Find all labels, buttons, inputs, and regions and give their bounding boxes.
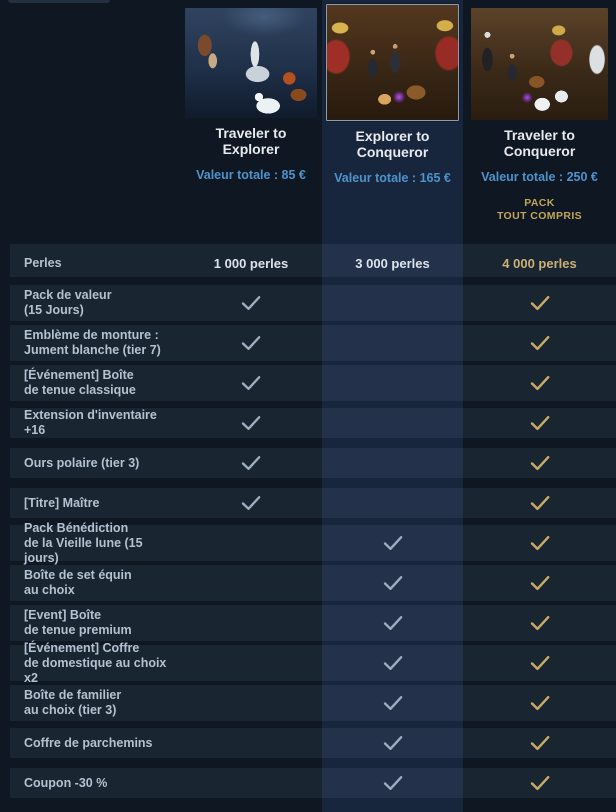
check-icon [530, 735, 550, 751]
feature-label [0, 776, 180, 791]
feature-cell [463, 455, 616, 471]
pack-title-line1: Traveler to [215, 125, 287, 141]
check-icon [530, 415, 550, 431]
feature-label-line: (15 Jours) [24, 303, 84, 317]
check-icon [383, 695, 403, 711]
table-row [0, 603, 616, 643]
table-row [0, 723, 616, 763]
feature-cell [180, 495, 322, 511]
check-icon [530, 775, 550, 791]
feature-label [0, 288, 180, 318]
feature-cell [463, 615, 616, 631]
badge-line2: TOUT COMPRIS [496, 210, 583, 222]
pack-title [322, 128, 463, 160]
feature-cell [180, 375, 322, 391]
check-icon [530, 455, 550, 471]
feature-cell [463, 415, 616, 431]
feature-value: 4 000 perles [502, 255, 577, 271]
table-row [0, 443, 616, 483]
feature-label [0, 608, 180, 638]
feature-cell [463, 375, 616, 391]
feature-cell [463, 655, 616, 671]
check-icon [530, 335, 550, 351]
feature-label-line: Pack de valeur [24, 288, 112, 302]
feature-cell [322, 535, 463, 551]
feature-cell [463, 495, 616, 511]
row-cells [0, 483, 616, 523]
row-cells [0, 683, 616, 723]
feature-cell [322, 615, 463, 631]
pack-column-traveler-to-explorer[interactable] [180, 0, 322, 182]
feature-cell [463, 256, 616, 271]
feature-label-line: Jument blanche (tier 7) [24, 343, 161, 357]
feature-label-line: Perles [24, 255, 62, 270]
row-cells [0, 363, 616, 403]
check-icon [241, 295, 261, 311]
feature-value: 1 000 perles [213, 255, 289, 271]
feature-label-line: Boîte de familier [24, 688, 122, 702]
feature-label-line: Coffre de parchemins [24, 735, 153, 750]
feature-label [0, 688, 180, 718]
check-icon [530, 695, 550, 711]
table-row [0, 283, 616, 323]
check-icon [530, 295, 550, 311]
feature-label [0, 568, 180, 598]
row-cells [0, 723, 616, 763]
check-icon [383, 655, 403, 671]
check-icon [383, 775, 403, 791]
badge-line1: PACK [524, 197, 555, 209]
feature-cell [180, 335, 322, 351]
feature-label-line: au choix [24, 583, 75, 597]
row-cells [0, 563, 616, 603]
feature-value: 3 000 perles [355, 255, 430, 271]
pack-title-line1: Traveler to [504, 127, 575, 143]
feature-label [0, 328, 180, 358]
feature-cell [180, 256, 322, 271]
check-icon [241, 455, 261, 471]
feature-cell [463, 335, 616, 351]
feature-label-line: de tenue classique [24, 383, 136, 397]
feature-cell [322, 256, 463, 271]
feature-label [0, 456, 180, 471]
check-icon [530, 495, 550, 511]
check-icon [530, 575, 550, 591]
check-icon [530, 375, 550, 391]
pack-image-traveler-to-conqueror[interactable] [471, 8, 608, 120]
feature-cell [463, 695, 616, 711]
feature-cell [463, 295, 616, 311]
table-row [0, 403, 616, 443]
table-row [0, 563, 616, 603]
check-icon [383, 575, 403, 591]
pack-title-line2: Conqueror [356, 144, 429, 160]
comparison-table [0, 243, 616, 803]
feature-cell [180, 415, 322, 431]
feature-label [0, 641, 180, 686]
check-icon [530, 615, 550, 631]
feature-label [0, 368, 180, 398]
feature-cell [180, 455, 322, 471]
feature-label [0, 408, 180, 438]
row-cells [0, 243, 616, 283]
row-cells [0, 763, 616, 803]
feature-label-line: Extension d'inventaire +16 [24, 408, 157, 437]
table-row [0, 683, 616, 723]
check-icon [383, 535, 403, 551]
pack-title-line1: Explorer to [355, 128, 430, 144]
pack-image-traveler-to-explorer[interactable] [185, 8, 317, 118]
feature-cell [180, 295, 322, 311]
row-cells [0, 443, 616, 483]
pack-image-explorer-to-conqueror[interactable] [326, 4, 459, 121]
feature-label-line: [Event] Boîte [24, 608, 102, 622]
table-row [0, 520, 616, 565]
table-row [0, 363, 616, 403]
check-icon [383, 615, 403, 631]
pack-title [180, 125, 322, 157]
check-icon [241, 375, 261, 391]
feature-cell [322, 735, 463, 751]
feature-label-line: [Événement] Coffre [24, 640, 140, 655]
row-cells [0, 520, 616, 565]
feature-cell [322, 655, 463, 671]
check-icon [241, 495, 261, 511]
table-row [0, 243, 616, 283]
feature-cell [322, 775, 463, 791]
feature-label-line: de tenue premium [24, 623, 132, 637]
offscreen-element-edge [8, 0, 110, 3]
table-row [0, 323, 616, 363]
feature-label-line: Pack Bénédiction [24, 520, 129, 535]
pack-column-explorer-to-conqueror[interactable] [322, 0, 463, 185]
pack-column-traveler-to-conqueror[interactable] [463, 0, 616, 223]
check-icon [383, 735, 403, 751]
feature-label [0, 496, 180, 511]
pack-total-value: Valeur totale : 85 € [196, 168, 306, 182]
feature-label-line: de la Vieille lune (15 jours) [24, 535, 143, 565]
row-cells [0, 403, 616, 443]
check-icon [241, 415, 261, 431]
feature-cell [463, 735, 616, 751]
feature-label-line: de domestique au choix x2 [24, 655, 167, 685]
feature-label [0, 521, 180, 566]
pack-title-line2: Explorer [222, 141, 280, 157]
row-cells [0, 323, 616, 363]
table-row [0, 640, 616, 685]
table-row [0, 483, 616, 523]
feature-label-line: Boîte de set équin [24, 568, 132, 582]
all-inclusive-badge [463, 197, 616, 223]
row-cells [0, 283, 616, 323]
feature-cell [463, 535, 616, 551]
pack-title [463, 127, 616, 159]
row-cells [0, 603, 616, 643]
feature-cell [322, 575, 463, 591]
row-cells [0, 640, 616, 685]
feature-label-line: Coupon -30 % [24, 775, 108, 790]
feature-cell [463, 775, 616, 791]
pack-title-line2: Conqueror [503, 143, 576, 159]
check-icon [530, 655, 550, 671]
feature-label-line: [Événement] Boîte [24, 368, 134, 382]
check-icon [241, 335, 261, 351]
feature-label-line: Emblème de monture : [24, 328, 159, 342]
feature-cell [463, 575, 616, 591]
feature-label [0, 256, 180, 271]
feature-label-line: au choix (tier 3) [24, 703, 117, 717]
pack-total-value: Valeur totale : 165 € [334, 171, 451, 185]
feature-cell [322, 695, 463, 711]
feature-label-line: Ours polaire (tier 3) [24, 455, 140, 470]
feature-label [0, 736, 180, 751]
table-row [0, 763, 616, 803]
pack-total-value: Valeur totale : 250 € [481, 170, 598, 184]
check-icon [530, 535, 550, 551]
feature-label-line: [Titre] Maître [24, 495, 100, 510]
